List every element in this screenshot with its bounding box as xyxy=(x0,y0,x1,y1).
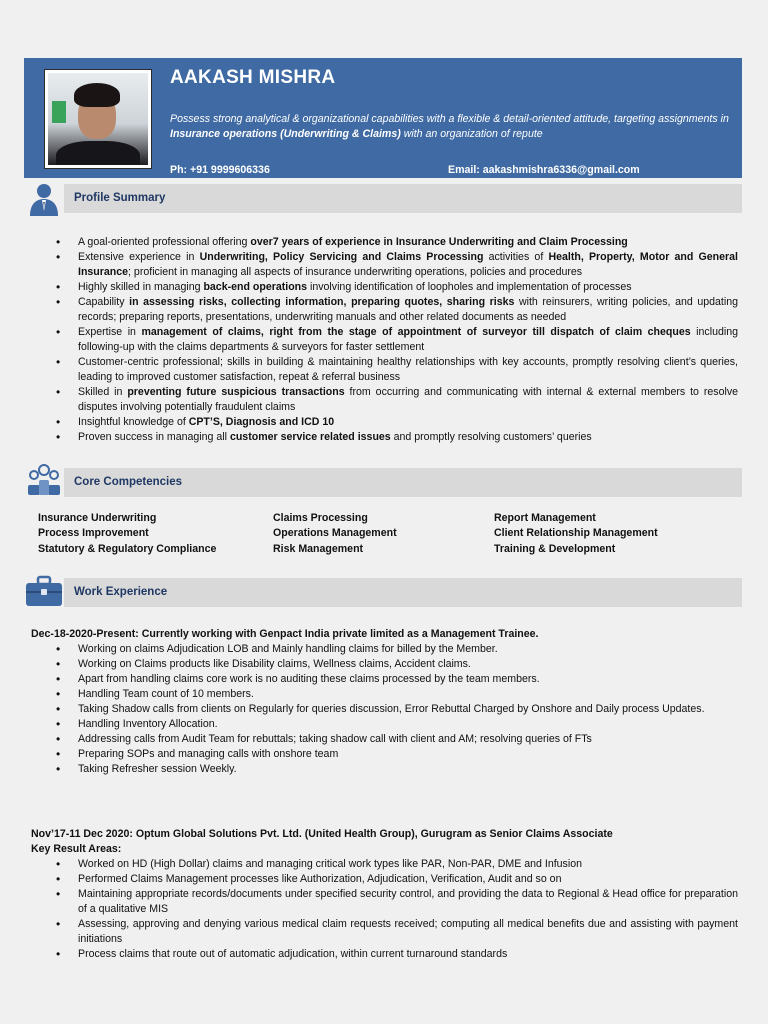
section-core-competencies: Core Competencies xyxy=(64,468,742,497)
section-work-experience: Work Experience xyxy=(64,578,742,607)
responsibility-item: • Addressing calls from Audit Team for rebuttals; taking shadow call with client and AM; resolving queries of FTs xyxy=(56,732,738,747)
profile-photo xyxy=(44,69,152,169)
responsibility-item: • Working on claims Adjudication LOB and Mainly handling claims for billed by the Member. xyxy=(56,642,738,657)
section-profile-summary: Profile Summary xyxy=(64,184,742,213)
competency-item: Report Management xyxy=(494,512,596,524)
competency-item: Operations Management xyxy=(273,527,397,540)
email-address: Email: aakashmishra6336@gmail.com xyxy=(448,164,640,176)
briefcase-icon xyxy=(24,572,64,610)
profile-summary-list xyxy=(56,235,738,445)
profile-summary-item: • Extensive experience in Underwriting, Policy Servicing and Claims Processing activities of Health, Property, Motor and General Insurance; proficient in managing all aspects of insurance underwriting operations, policies and procedures xyxy=(56,250,738,280)
profile-summary-item: • Capability in assessing risks, collecting information, preparing quotes, sharing risks with reinsurers, writing policies, and updating records; preparing reports, presentations, underwriting manuals and other related documents as needed xyxy=(56,295,738,325)
responsibility-item: • Assessing, approving and denying various medical claim requests received; computing all medical benefits due and assisting with payment initiations xyxy=(56,917,738,947)
job-2-responsibilities xyxy=(56,857,738,962)
responsibility-item: • Preparing SOPs and managing calls with onshore team xyxy=(56,747,738,762)
competencies-column-1 xyxy=(38,511,216,557)
profile-summary-item: • Customer-centric professional; skills in building & maintaining healthy relationships with key accounts, promptly resolving client’s queries, leading to improved customer satisfaction, repeat & referral business xyxy=(56,355,738,385)
profile-summary-item: • A goal-oriented professional offering over7 years of experience in Insurance Underwriting and Claim Processing xyxy=(56,235,738,250)
job-2-title: Nov’17-11 Dec 2020: Optum Global Solutions Pvt. Ltd. (United Health Group), Gurugram as Senior Claims Associate xyxy=(31,828,613,840)
competency-item: Client Relationship Management xyxy=(494,527,658,540)
responsibility-item: • Performed Claims Management processes like Authorization, Adjudication, Verification, Audit and so on xyxy=(56,872,738,887)
responsibility-item: • Taking Shadow calls from clients on Regularly for queries discussion, Error Rebuttal Charged by Onshore and Daily process Updates. xyxy=(56,702,738,717)
profile-summary-item: • Insightful knowledge of CPT’S, Diagnosis and ICD 10 xyxy=(56,415,738,430)
competency-item: Process Improvement xyxy=(38,527,149,540)
responsibility-item: • Apart from handling claims core work is no auditing these claims processed by the team members. xyxy=(56,672,738,687)
resume-header xyxy=(24,58,742,178)
profile-summary-item: • Highly skilled in managing back-end operations involving identification of loopholes and implementation of processes xyxy=(56,280,738,295)
responsibility-item: • Maintaining appropriate records/documents under specified security control, and providing the data to Regional & Head office for preparation of a qualitative MIS xyxy=(56,887,738,917)
competency-item: Statutory & Regulatory Compliance xyxy=(38,542,217,555)
responsibility-item: • Taking Refresher session Weekly. xyxy=(56,762,738,777)
job-1-responsibilities xyxy=(56,642,738,777)
responsibility-item: • Worked on HD (High Dollar) claims and managing critical work types like PAR, Non-PAR, DME and Infusion xyxy=(56,857,738,872)
competency-item: Claims Processing xyxy=(273,512,368,524)
responsibility-item: • Working on Claims products like Disability claims, Wellness claims, Accident claims. xyxy=(56,657,738,672)
responsibility-item: • Handling Team count of 10 members. xyxy=(56,687,738,702)
competency-item: Risk Management xyxy=(273,542,364,555)
phone-number: Ph: +91 9999606336 xyxy=(170,164,270,176)
candidate-name: AAKASH MISHRA xyxy=(170,67,336,88)
profile-summary-item: • Expertise in management of claims, right from the stage of appointment of surveyor till dispatch of claim cheques including following-up with the claims departments & surveyors for faster settlement xyxy=(56,325,738,355)
job-2-subtitle: Key Result Areas: xyxy=(31,843,122,855)
competencies-column-2 xyxy=(273,511,397,557)
team-people-icon xyxy=(24,461,64,499)
user-profile-icon xyxy=(24,180,64,218)
profile-summary-item: • Skilled in preventing future suspicious transactions from occurring and communicating with internal & external members to resolve disputes involving potentially fraudulent claims xyxy=(56,385,738,415)
responsibility-item: • Handling Inventory Allocation. xyxy=(56,717,738,732)
competencies-column-3 xyxy=(494,511,658,557)
candidate-tagline: Possess strong analytical & organizational capabilities with a flexible & detail-oriented attitude, targeting assignments in Insurance operations (Underwriting & Claims) with an organization of repute xyxy=(170,113,729,140)
job-1-title: Dec-18-2020-Present: Currently working with Genpact India private limited as a Management Trainee. xyxy=(31,628,539,640)
profile-summary-item: • Proven success in managing all customer service related issues and promptly resolving customers’ queries xyxy=(56,430,738,445)
competency-item: Training & Development xyxy=(494,542,616,555)
competency-item: Insurance Underwriting xyxy=(38,512,157,524)
responsibility-item: • Process claims that route out of automatic adjudication, within current turnaround standards xyxy=(56,947,738,962)
